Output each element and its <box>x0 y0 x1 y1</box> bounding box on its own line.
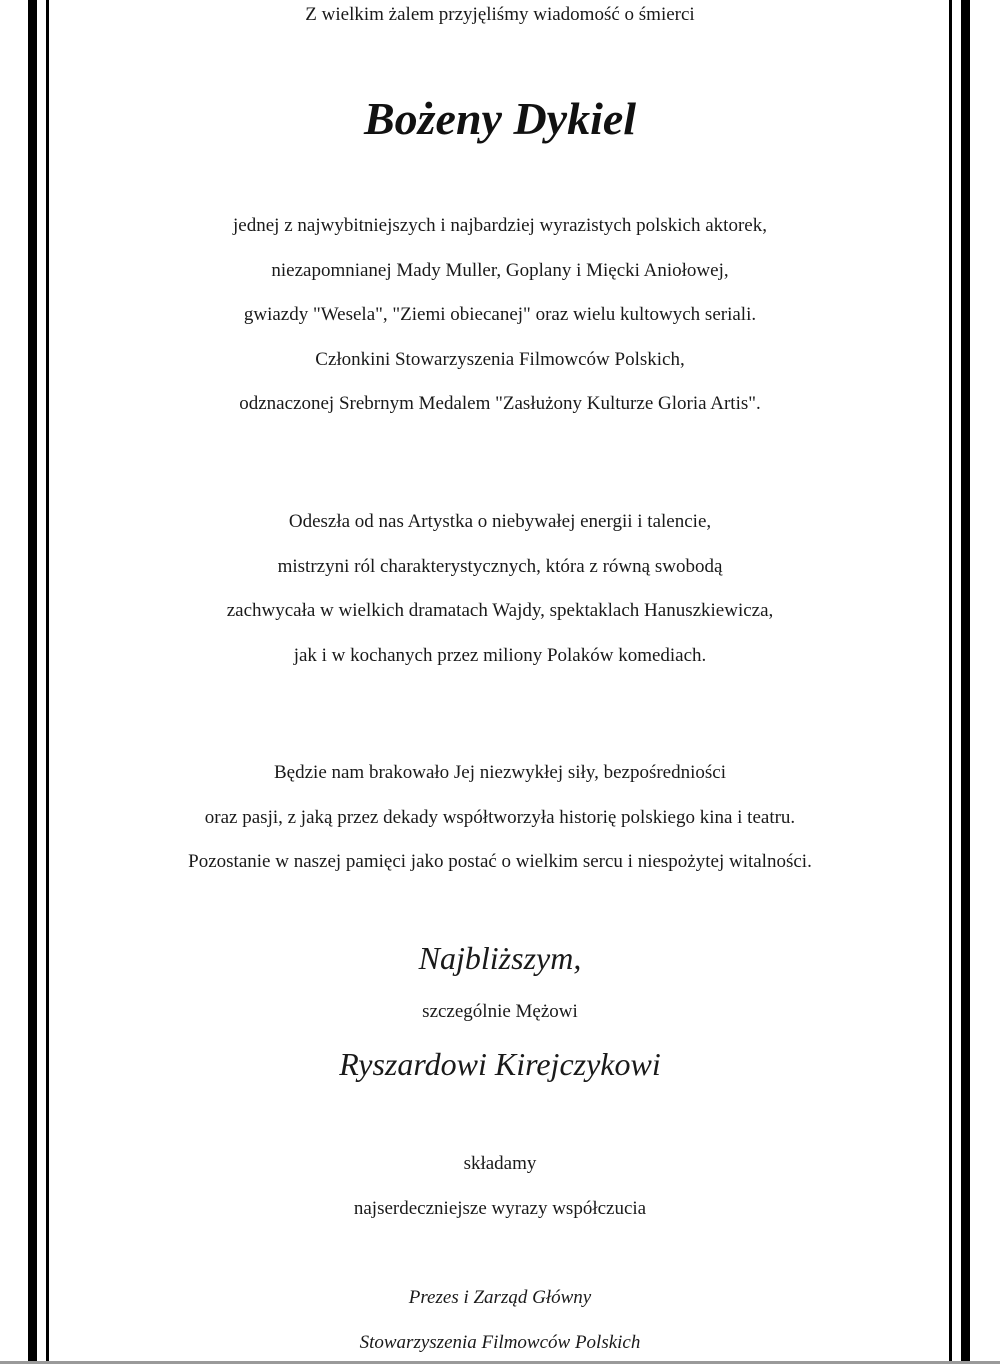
border-right-thin <box>949 0 952 1364</box>
paragraph-line: jak i w kochanych przez miliony Polaków komediach. <box>293 644 707 666</box>
husband-name: Ryszardowi Kirejczykowi <box>339 1046 661 1082</box>
paragraph-line: Członkini Stowarzyszenia Filmowców Polskich, <box>315 348 685 370</box>
paragraph-line: Odeszła od nas Artystka o niebywałej energii i talencie, <box>288 511 712 532</box>
especially-line: szczególnie Mężowi <box>422 1001 578 1022</box>
border-left-thick <box>28 0 37 1364</box>
paragraph-line: niezapomnianej Mady Muller, Goplany i Mięcki Aniołowej, <box>271 259 729 281</box>
paragraph-line: jednej z najwybitniejszych i najbardziej wyrazistych polskich aktorek, <box>233 215 767 236</box>
paragraph-line: gwiazdy "Wesela", "Ziemi obiecanej" oraz wielu kultowych seriali. <box>243 304 757 325</box>
paragraph-tribute <box>60 216 940 439</box>
condolences-line: najserdeczniejsze wyrazy współczucia <box>353 1198 647 1219</box>
paragraph-line: mistrzyni ról charakterystycznych, która z równą swobodą <box>277 555 723 577</box>
signature-line-1: Prezes i Zarząd Główny <box>408 1287 592 1308</box>
deceased-name: Bożeny Dykiel <box>363 93 637 144</box>
offer-line: składamy <box>463 1153 537 1174</box>
border-right-thick <box>961 0 970 1364</box>
paragraph-line: zachwycała w wielkich dramatach Wajdy, spektaklach Hanuszkiewicza, <box>226 600 774 621</box>
paragraph-line: oraz pasji, z jaką przez dekady współtworzyła historię polskiego kina i teatru. <box>204 806 796 828</box>
signature-line-2: Stowarzyszenia Filmowców Polskich <box>359 1332 641 1353</box>
paragraph-artist <box>60 512 940 690</box>
border-left-thin <box>46 0 49 1364</box>
intro-line: Z wielkim żalem przyjęliśmy wiadomość o śmierci <box>305 4 695 25</box>
paragraph-memory <box>60 763 940 897</box>
paragraph-line: Będzie nam brakowało Jej niezwykłej siły, bezpośredniości <box>274 762 726 783</box>
paragraph-line: odznaczonej Srebrnym Medalem "Zasłużony Kulturze Gloria Artis". <box>239 393 761 414</box>
nearest-heading: Najbliższym, <box>418 940 582 976</box>
paragraph-line: Pozostanie w naszej pamięci jako postać o wielkim sercu i niespożytej witalności. <box>188 851 812 872</box>
